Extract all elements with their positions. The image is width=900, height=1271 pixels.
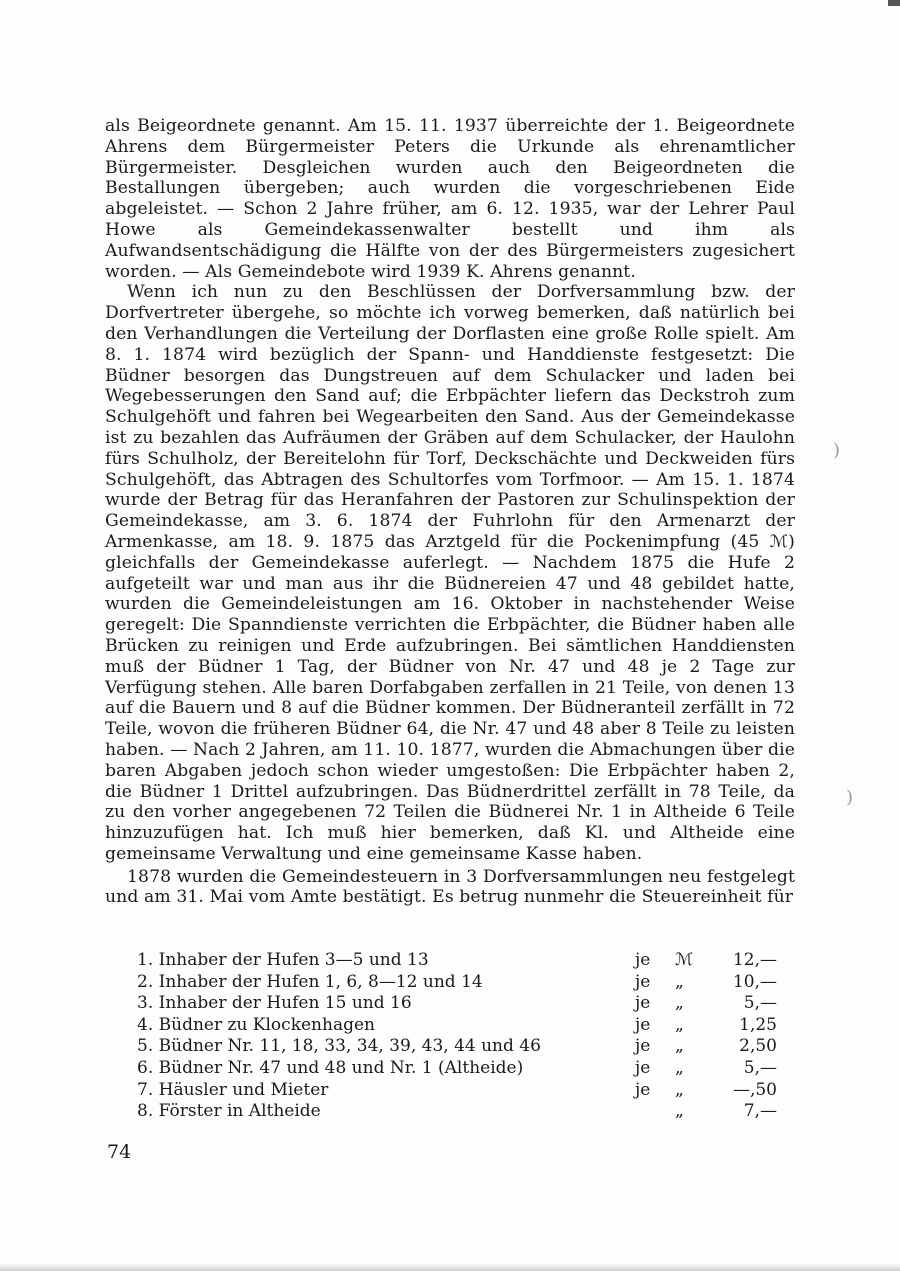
tax-row [137,1015,777,1037]
tax-row-unit: „ [675,1101,684,1122]
tax-row-amount: 1,25 [739,1014,777,1035]
tax-row [137,1101,777,1123]
tax-row-je: je [635,1079,651,1100]
tax-row-label: 3. Inhaber der Hufen 15 und 16 [137,993,412,1014]
tax-row-amount: 12,— [732,950,777,970]
tax-row-je: je [635,1014,651,1035]
tax-row-label: 6. Büdner Nr. 47 und 48 und Nr. 1 (Altheide) [137,1057,524,1078]
tax-row-amount: 5,— [743,993,777,1014]
margin-mark: ) [846,787,854,808]
tax-row-je: je [635,950,651,970]
tax-row-unit: „ [675,1036,684,1057]
scan-edge-mark [888,0,900,6]
tax-row-amount: 7,— [743,1101,777,1122]
tax-row-label: 2. Inhaber der Hufen 1, 6, 8—12 und 14 [137,971,483,992]
tax-row [137,993,777,1015]
tax-row-unit: „ [675,993,684,1014]
tax-row-je: je [635,1057,651,1078]
tax-row [137,972,777,994]
paragraph-1: als Beigeordnete genannt. Am 15. 11. 1937 überreichte der 1. Beigeordnete Ahrens dem Bürgermeister Peters die Urkunde als ehrenamtlicher Bürgermeister. Desgleichen wurden auch den Beigeordneten die Bestallungen übergeben; auch wurden die vorgeschriebenen Eide abgeleistet. — Schon 2 Jahre früher, am 6. 12. 1935, war der Lehrer Paul Howe als Gemeindekassenwalter bestellt und ihm als Aufwandsentschädigung die Hälfte von der des Bürgermeisters zugesichert worden. — Als Gemeindebote wird 1939 K. Ahrens genannt. [105,116,795,282]
tax-row-amount: —,50 [732,1079,777,1100]
tax-row-je [635,1101,665,1123]
tax-row-label: 8. Förster in Altheide [137,1101,321,1122]
tax-row-label: 1. Inhaber der Hufen 3—5 und 13 [137,950,429,970]
tax-row-unit: „ [675,1079,684,1100]
tax-row [137,1058,777,1080]
tax-row-je: je [635,1036,651,1057]
tax-row-amount: 10,— [732,971,777,992]
tax-row-amount: 5,— [743,1057,777,1078]
tax-row-label: 5. Büdner Nr. 11, 18, 33, 34, 39, 43, 44 und 46 [137,1036,541,1057]
tax-row-label: 7. Häusler und Mieter [137,1079,329,1100]
body-text [105,116,795,908]
tax-row [137,1036,777,1058]
tax-row-label: 4. Büdner zu Klockenhagen [137,1014,375,1035]
tax-row-unit: „ [675,971,684,992]
page-number: 74 [107,1141,132,1163]
tax-row [137,1080,777,1102]
scan-bottom-edge [0,1263,900,1271]
tax-row-unit: ℳ [675,950,694,970]
tax-row-unit: „ [675,1014,684,1035]
tax-row [137,950,777,972]
tax-row-unit: „ [675,1057,684,1078]
margin-mark: ) [833,440,841,461]
tax-row-je: je [635,993,651,1014]
tax-list [137,950,777,1123]
tax-row-amount: 2,50 [739,1036,777,1057]
tax-row-je: je [635,971,651,992]
paragraph-2: Wenn ich nun zu den Beschlüssen der Dorfversammlung bzw. der Dorfvertreter übergehe, so möchte ich vorweg bemerken, daß natürlich bei den Verhandlungen die Verteilung der Dorflasten eine große Rolle spielt. Am 8. 1. 1874 wird bezüglich der Spann- und Handdienste festgesetzt: Die Büdner besorgen das Dungstreuen auf dem Schulacker und laden bei Wegebesserungen den Sand auf; die Erbpächter liefern das Deckstroh zum Schulgehöft und fahren bei Wegearbeiten den Sand. Aus der Gemeindekasse ist zu bezahlen das Aufräumen der Gräben auf dem Schulacker, der Haulohn fürs Schulholz, der Bereitelohn für Torf, Deckschächte und Deckweiden fürs Schulgehöft, das Abtragen des Schultorfes vom Torfmoor. — Am 15. 1. 1874 wurde der Betrag für das Heranfahren der Pastoren zur Schulinspektion der Gemeindekasse, am 3. 6. 1874 der Fuhrlohn für den Armenarzt der Armenkasse, am 18. 9. 1875 das Arztgeld für die Pockenimpfung (45 ℳ) gleichfalls der Gemeindekasse auferlegt. — Nachdem 1875 die Hufe 2 aufgeteilt war und man aus ihr die Büdnereien 47 und 48 gebildet hatte, wurden die Gemeindeleistungen am 16. Oktober in nachstehender Weise geregelt: Die Spanndienste verrichten die Erbpächter, die Büdner haben alle Brücken zu reinigen und Erde aufzubringen. Bei sämtlichen Handdiensten muß der Büdner 1 Tag, der Büdner von Nr. 47 und 48 je 2 Tage zur Verfügung stehen. Alle baren Dorfabgaben zerfallen in 21 Teile, von denen 13 auf die Bauern und 8 auf die Büdner kommen. Der Büdneranteil zerfällt in 72 Teile, wovon die früheren Büdner 64, die Nr. 47 und 48 aber 8 Teile zu leisten haben. — Nach 2 Jahren, am 11. 10. 1877, wurden die Abmachungen über die baren Abgaben jedoch schon wieder umgestoßen: Die Erbpächter haben 2, die Büdner 1 Drittel aufzubringen. Das Büdnerdrittel zerfällt in 78 Teile, da zu den vorher angegebenen 72 Teilen die Büdnerei Nr. 1 in Altheide 6 Teile hinzuzufügen hat. Ich muß hier bemerken, daß Kl. und Altheide eine gemeinsame Verwaltung und eine gemeinsame Kasse haben. [105,282,795,864]
paragraph-3: 1878 wurden die Gemeindesteuern in 3 Dorfversammlungen neu festgelegt und am 31. Mai vom Amte bestätigt. Es betrug nunmehr die Steuereinheit für [105,866,795,908]
